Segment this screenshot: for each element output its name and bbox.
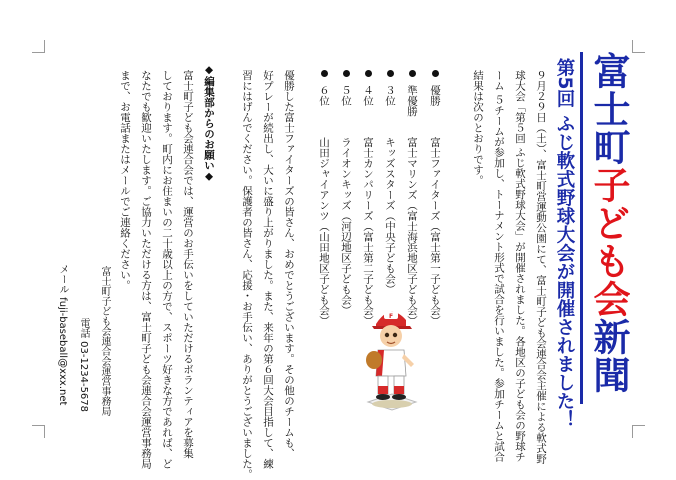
result-team: 山田ジャイアンツ（山田地区子ども会） (318, 137, 330, 326)
title-part-town: 富士町 (587, 52, 630, 166)
subtitle: 第5回 ふじ軟式野球大会が開催されました！ (554, 58, 575, 429)
bullet-icon (365, 70, 372, 77)
closing-line-3: 習にはげんでください。保護者の皆さん、応援・お手伝い、ありがとうございました。 (241, 70, 253, 480)
result-item-1 (428, 70, 443, 326)
result-team: ライオンキッズ（河辺地区子ども会） (340, 137, 352, 316)
recruit-line-2: しております。町内にお住まいの二十歳以上の方で、スポーツ好きな方であれば、ど (161, 70, 173, 469)
result-item-6 (317, 70, 332, 326)
result-team: 富士カンパリーズ（富士第二子ども会） (362, 137, 374, 326)
recruit-heading: ◆編集部からのお願い◆ (203, 64, 215, 183)
crop-mark-bottom-right (632, 425, 645, 438)
result-rank: 優勝 (429, 85, 441, 106)
bullet-icon (432, 70, 439, 77)
recruit-line-3: なたでも歓迎いたします。ご協力いただける方は、富士町子ども会連合会運営事務局 (140, 70, 152, 469)
svg-text:F: F (388, 313, 394, 320)
result-item-2 (405, 70, 420, 326)
result-item-3 (383, 70, 398, 295)
baseball-player-illustration (362, 298, 420, 414)
contact-mail: メール fuji-baseball@xxx.net (57, 264, 68, 406)
newspaper-title (580, 52, 631, 404)
closing-line-1: 優勝した富士ファイターズの皆さん、おめでとうございます。その他のチームも、 (283, 70, 295, 459)
result-team: 富士マリンズ（富士海浜地区子ども会） (406, 137, 418, 326)
bullet-icon (321, 70, 328, 77)
recruit-line-4: まで、お電話またはメールでご連絡ください。 (119, 70, 131, 291)
contact-org: 富士町子ども会連合会運営事務局 (99, 266, 110, 416)
result-item-5 (339, 70, 354, 316)
bullet-icon (387, 70, 394, 77)
intro-line-1: ９月２９日（土）、富士町営運動公園にて、富士町子ども会連合会主催による軟式野 (535, 70, 547, 464)
result-team: 富士ファイターズ（富士第一子ども会） (429, 137, 441, 326)
result-rank: 準優勝 (406, 85, 418, 117)
crop-mark-bottom-left (32, 425, 45, 438)
crop-mark-top-right (632, 40, 645, 53)
result-rank: ６位 (318, 85, 330, 106)
result-rank: ４位 (362, 85, 374, 106)
contact-phone: 電話 03-1234-5678 (78, 318, 89, 413)
result-rank: ３位 (384, 85, 396, 106)
bullet-icon (409, 70, 416, 77)
intro-line-4: 結果は次のとおりです。 (472, 70, 484, 186)
recruit-line-1: 富士町子ども会連合会では、運営のお手伝いをしていただけるボランティアを募集 (182, 70, 194, 459)
intro-line-2: 球大会「第５回 ふじ軟式野球大会」が開催されました。各地区の子ども会の野球チ (514, 70, 526, 462)
bullet-icon (343, 70, 350, 77)
result-item-4 (361, 70, 376, 326)
closing-line-2: 好プレーが続出し、大いに盛り上がりました。また、来年の第６回大会目指して、練 (262, 70, 274, 469)
title-part-news: 新聞 (587, 318, 630, 394)
title-part-kids: 子ども会 (587, 166, 630, 318)
result-team: キッズスターズ（中央子ども会） (384, 137, 396, 295)
crop-mark-top-left (32, 40, 45, 53)
intro-line-3: ーム ５チームが参加し、トーナメント形式で試合を行いました。参加チームと試合 (493, 70, 505, 462)
result-rank: ５位 (340, 85, 352, 106)
